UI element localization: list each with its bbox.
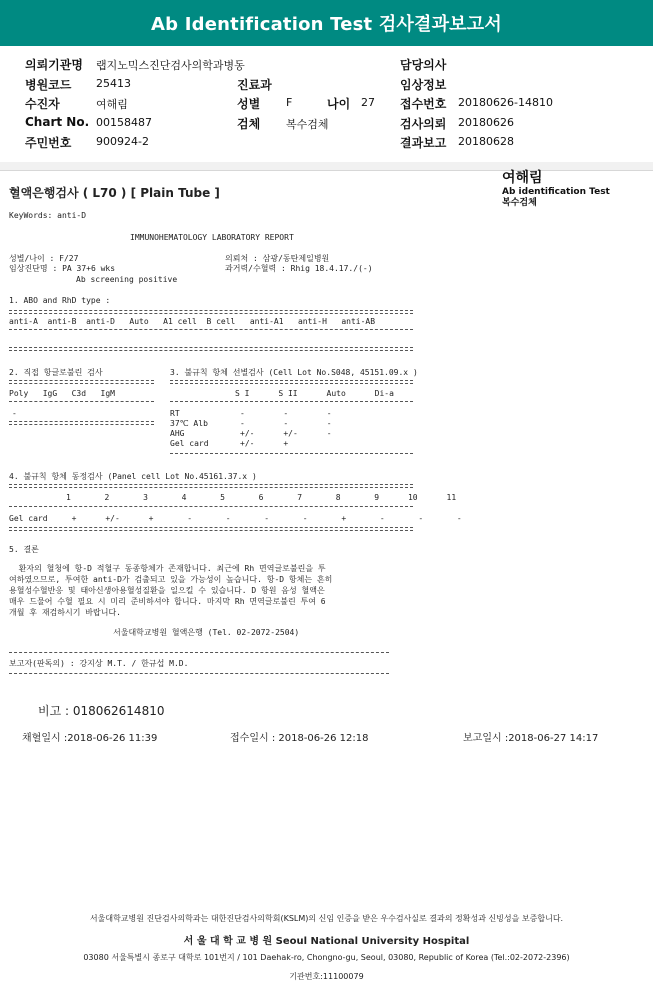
report-time: 보고일시 :2018-06-27 14:17	[463, 733, 599, 744]
institution-value: 랩지노믹스진단검사의학과병동	[96, 59, 245, 72]
section-3-row-label: 37℃ Alb	[170, 419, 208, 428]
reporter-line: 보고자(판독의) : 강지상 M.T. / 한규섭 M.D.	[9, 659, 189, 668]
blood-bank-line: 서울대학교병원 혈액은행 (Tel. 02-2072-2504)	[113, 628, 300, 637]
rule	[9, 380, 154, 384]
history-line: 과거력/수혈력 : Rhig 18.4.17./(-)	[225, 264, 373, 273]
chart-value: 00158487	[96, 116, 152, 129]
rule	[9, 673, 389, 674]
section-4-heading: 4. 불규칙 항체 동정검사 (Panel cell Lot No.45161.37.x )	[9, 472, 257, 481]
sex-value: F	[286, 96, 293, 109]
keywords: KeyWords: anti-D	[9, 211, 87, 220]
receive-time: 접수일시 : 2018-06-26 12:18	[230, 733, 369, 744]
patient-stamp	[502, 170, 642, 220]
stamp-test: Ab identification Test	[502, 187, 610, 197]
clinical-label: 임상정보	[400, 78, 447, 92]
rule	[170, 380, 413, 384]
section-3-row-values: - - -	[240, 419, 332, 428]
rule	[9, 401, 154, 402]
diagnosis-line: 임상진단명 : PA 37+6 wks	[9, 264, 116, 273]
conclusion-line: 용혈성수혈반응 및 태아신생아용혈성질환을 일으킬 수 있습니다. D 항원 음성 혈액은	[9, 586, 325, 595]
request-value: 20180626	[458, 116, 514, 129]
section-3-row-values: - - -	[240, 409, 332, 418]
footer-certification: 서울대학교병원 진단검사의학과는 대한진단검사의학회(KSLM)의 신임 인증을 받은 우수검사실로 결과의 정확성과 신빙성을 보증합니다.	[89, 914, 564, 923]
hospital-code-label: 병원코드	[25, 78, 72, 92]
section-5-heading: 5. 결론	[9, 545, 39, 554]
report-date-label: 결과보고	[400, 136, 447, 150]
remark: 비고 : 018062614810	[38, 704, 165, 718]
sex-label: 성별	[237, 97, 261, 111]
requester-line: 의뢰처 : 삼광/동탄제일병원	[225, 254, 330, 263]
rule	[9, 652, 389, 653]
stamp-name: 여해림	[502, 170, 543, 186]
accession-label: 접수번호	[400, 97, 447, 111]
section-3-row-label: Gel card	[170, 439, 209, 448]
stamp-specimen: 복수검체	[502, 198, 537, 208]
section-3-columns: S I S II Auto Di-a	[235, 389, 394, 398]
rule	[9, 506, 413, 507]
section-3-heading: 3. 불규칙 항체 선별검사 (Cell Lot No.S048, 45151.09.x )	[170, 368, 418, 377]
report-header	[0, 0, 653, 46]
age-value: 27	[361, 96, 375, 109]
rule	[9, 310, 413, 314]
doctor-label: 담당의사	[400, 58, 447, 72]
footer-institution-number: 기관번호:11100079	[289, 972, 364, 981]
conclusion-line: 매우 드물어 수혈 필요 시 미리 준비하셔야 합니다. 마지막 Rh 면역글로불린 투여 6	[9, 597, 326, 606]
department-label: 진료과	[237, 78, 272, 92]
conclusion-line: 여하였으므로, 투여한 anti-D가 검출되고 있을 가능성이 높습니다. 항-D 항체는 흔히	[9, 575, 333, 584]
collect-time: 채혈일시 :2018-06-26 11:39	[22, 733, 158, 744]
rule	[170, 453, 413, 454]
section-3-row-label: RT	[170, 409, 180, 418]
institution-label: 의뢰기관명	[25, 58, 83, 72]
rule	[9, 329, 413, 330]
patient-value: 여해림	[96, 98, 128, 111]
section-4-columns: 1 2 3 4 5 6 7 8 9 10 11	[66, 493, 457, 502]
patient-label: 수진자	[25, 97, 60, 111]
report-title: Ab Identification Test 검사결과보고서	[151, 14, 502, 35]
rule	[170, 401, 413, 402]
id-value: 900924-2	[96, 135, 149, 148]
sex-age-line: 성별/나이 : F/27	[9, 254, 79, 263]
lab-subtitle: IMMUNOHEMATOLOGY LABORATORY REPORT	[130, 233, 294, 242]
rule	[9, 421, 154, 425]
rule	[9, 347, 413, 351]
section-2-values: -	[12, 409, 17, 418]
section-1-heading: 1. ABO and RhD type :	[9, 296, 111, 305]
section-2-columns: Poly IgG C3d IgM	[9, 389, 115, 398]
patient-info	[0, 52, 653, 162]
rule	[9, 484, 413, 488]
chart-label: Chart No.	[25, 115, 90, 129]
report-date-value: 20180628	[458, 135, 514, 148]
section-2-heading: 2. 직접 항글로불린 검사	[9, 368, 103, 377]
specimen-label: 검체	[237, 117, 261, 131]
diagnosis-line-2: Ab screening positive	[76, 275, 178, 284]
lab-report-title: 혈액은행검사 ( L70 ) [ Plain Tube ]	[9, 186, 220, 200]
footer-address: 03080 서울특별시 종로구 대학로 101번지 / 101 Daehak-ro, Chongno-gu, Seoul, 03080, Republic of Korea (Tel.:02-2072-2396)	[83, 953, 570, 962]
id-label: 주민번호	[25, 136, 72, 150]
age-label: 나이	[327, 97, 351, 111]
section-3-row-values: +/- +/- -	[240, 429, 332, 438]
specimen-value: 복수검체	[286, 118, 329, 131]
accession-value: 20180626-14810	[458, 96, 553, 109]
section-3-row-label: AHG	[170, 429, 185, 438]
footer-hospital-name: 서 울 대 학 교 병 원 Seoul National University Hospital	[183, 936, 470, 947]
request-label: 검사의뢰	[400, 117, 447, 131]
hospital-code-value: 25413	[96, 77, 131, 90]
section-1-columns: anti-A anti-B anti-D Auto A1 cell B cell anti-A1 anti-H anti-AB	[9, 317, 376, 326]
conclusion-line: 환자의 혈청에 항-D 적혈구 동종항체가 존재합니다. 최근에 Rh 면역글로불린을 투	[9, 564, 326, 573]
section-3-row-values: +/- +	[240, 439, 289, 448]
conclusion-line: 개월 후 재검하시기 바랍니다.	[9, 608, 122, 617]
rule	[9, 527, 413, 531]
section-4-gel-card-row: Gel card + +/- + - - - - + - - -	[9, 514, 462, 523]
